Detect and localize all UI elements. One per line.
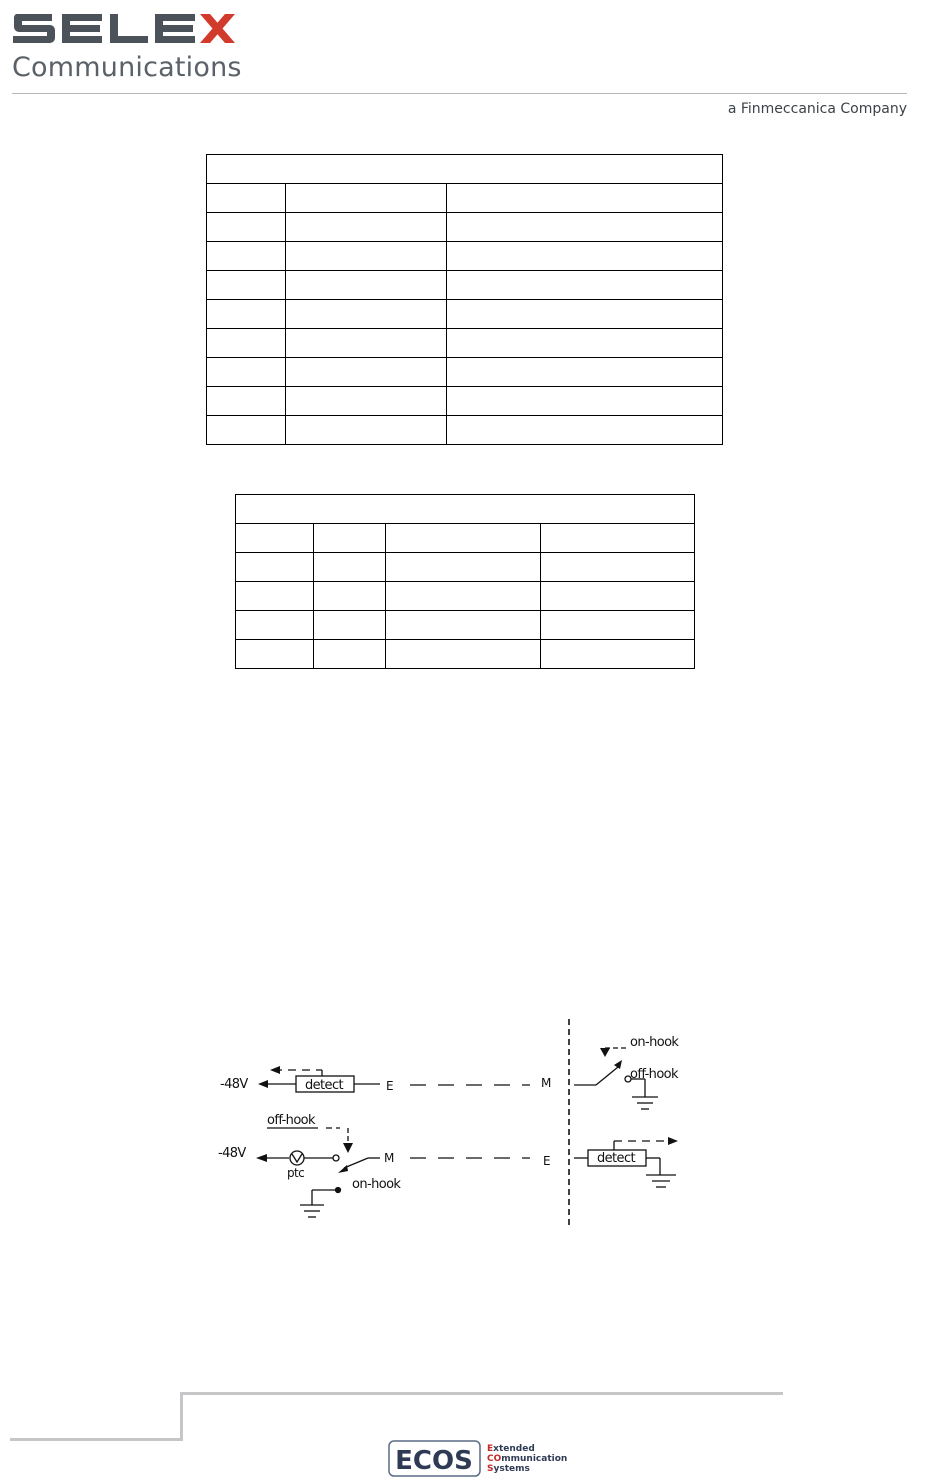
table-header-row bbox=[236, 495, 695, 524]
company-tagline: a Finmeccanica Company bbox=[727, 101, 907, 117]
left-on-hook-label: on-hook bbox=[352, 1177, 401, 1192]
table-row bbox=[236, 611, 695, 640]
table-row bbox=[207, 416, 723, 445]
ecos-line-2: COmmunication bbox=[487, 1454, 568, 1464]
table-row bbox=[236, 553, 695, 582]
right-off-hook-label: off-hook bbox=[630, 1067, 678, 1082]
table-row bbox=[207, 300, 723, 329]
table-header-cell bbox=[207, 155, 723, 184]
ptc-label: ptc bbox=[287, 1166, 305, 1180]
table-row bbox=[207, 271, 723, 300]
table-row bbox=[207, 329, 723, 358]
table-2 bbox=[235, 494, 695, 669]
selex-logo bbox=[10, 8, 240, 53]
footer-rule-step bbox=[180, 1392, 183, 1441]
left-voltage-top-label: -48V bbox=[220, 1077, 248, 1092]
table-1 bbox=[206, 154, 723, 445]
table-row bbox=[207, 184, 723, 213]
table-row bbox=[207, 358, 723, 387]
footer-rule-top bbox=[180, 1392, 783, 1395]
table-row bbox=[207, 213, 723, 242]
table-header-cell bbox=[236, 495, 695, 524]
footer-rule-bottom bbox=[10, 1438, 183, 1441]
header-divider bbox=[12, 93, 907, 94]
right-m-lead-label: M bbox=[541, 1076, 551, 1090]
table-row bbox=[207, 242, 723, 271]
left-off-hook-label: off-hook bbox=[267, 1113, 315, 1128]
brand-subtitle: Communications bbox=[12, 52, 242, 83]
table-row bbox=[207, 387, 723, 416]
ecos-expansion bbox=[487, 1444, 567, 1474]
ecos-line-3: Systems bbox=[487, 1464, 530, 1474]
ecos-logo-text: ECOS bbox=[395, 1446, 473, 1476]
table-row bbox=[236, 640, 695, 669]
ecos-line-1: Extended bbox=[487, 1444, 535, 1454]
table-row bbox=[236, 582, 695, 611]
left-voltage-bottom-label: -48V bbox=[218, 1146, 246, 1161]
left-detect-label: detect bbox=[305, 1078, 343, 1093]
left-m-lead-label: M bbox=[384, 1151, 394, 1165]
ecos-logo bbox=[388, 1439, 484, 1483]
right-e-lead-label: E bbox=[543, 1154, 550, 1168]
left-e-lead-label: E bbox=[386, 1079, 393, 1093]
table-row bbox=[236, 524, 695, 553]
table-header-row bbox=[207, 155, 723, 184]
right-detect-label: detect bbox=[597, 1151, 635, 1166]
em-signalling-diagram bbox=[200, 1015, 700, 1235]
right-on-hook-label: on-hook bbox=[630, 1035, 679, 1050]
